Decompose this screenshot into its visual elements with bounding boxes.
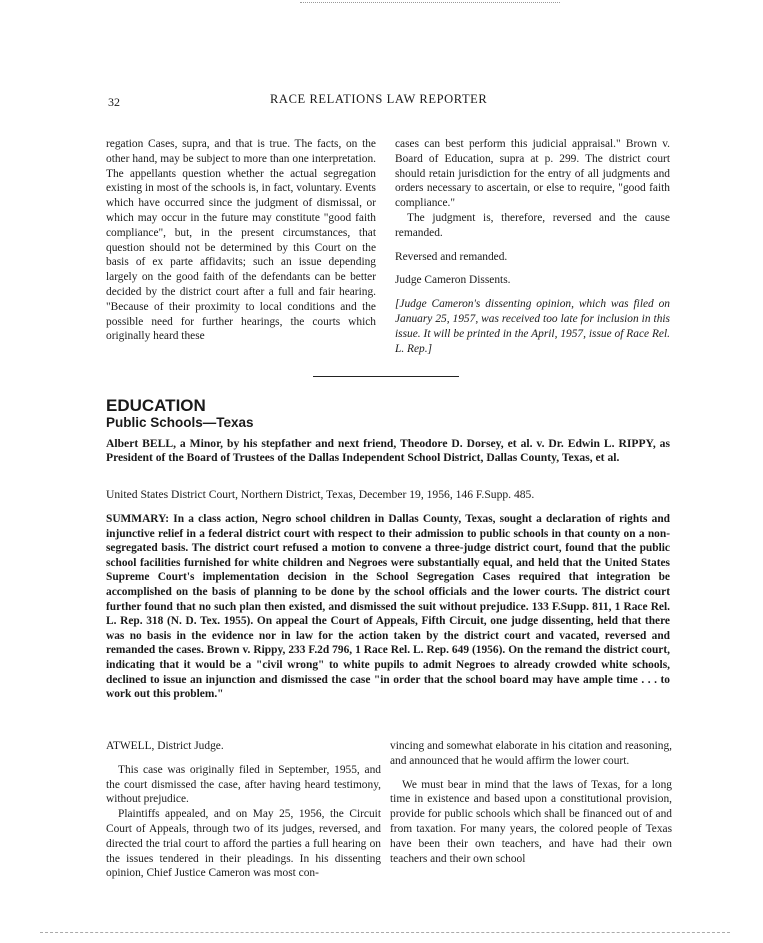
scan-artifact-bottom <box>40 932 730 934</box>
summary-text: In a class action, Negro school children in Dallas County, Texas, sought a declaration of rights and injunctive relief in a federal district court with respect to their admission to public schools in that county on a non-segregated basis. The district court refused a motion to convene a three-judge district court, found that the public school facilities furnished for white children and Negroes were substantially equal, and held that the United States Supreme Court's implementation decision in the School Segregation Cases required that integration be accomplished on the basis of planning to be done by the school officials and the lower courts. The district court further found that no such plan then existed, and dismissed the suit without prejudice. 133 F.Supp. 811, 1 Race Rel. L. Rep. 318 (N. D. Tex. 1955). On appeal the Court of Appeals, Fifth Circuit, one judge dissenting, held that there was no basis in the evidence nor in law for the action taken by the district court and vacated, reversed and remanded the cases. Brown v. Rippy, 233 F.2d 796, 1 Race Rel. L. Rep. 649 (1956). On the remand the district court, indicating that it would be a "civil wrong" to white pupils to admit Negroes to already crowded white schools, declined to issue an injunction and dismissed the case "in order that the school board may have ample time . . . to work out this problem." <box>106 513 670 701</box>
editor-note: [Judge Cameron's dissenting opinion, which was filed on January 25, 1957, was received too late for inclusion in this issue. It will be printed in the April, 1957, issue of Race Rel. L. Rep.] <box>395 298 670 355</box>
court-citation: United States District Court, Northern District, Texas, December 19, 1956, 146 F.Supp. 485. <box>106 488 535 501</box>
paragraph: Plaintiffs appealed, and on May 25, 1956, the Circuit Court of Appeals, through two of its judges, reversed, and directed the trial court to afford the parties a full hearing on the issues tendered in their pleadings. In his dissenting opinion, Chief Justice Cameron was most con- <box>106 808 381 880</box>
paragraph: cases can best perform this judicial appraisal." Brown v. Board of Education, supra at p. 299. The district court should retain jurisdiction for the entry of all judgments and orders necessary to ascertain, or else to require, "good faith compliance." <box>395 138 670 210</box>
section-heading: EDUCATION <box>106 396 206 415</box>
section-subheading: Public Schools—Texas <box>106 415 254 430</box>
paragraph: This case was originally filed in September, 1955, and the court dismissed the case, after having heard testimony, without prejudice. <box>106 763 381 806</box>
top-right-column <box>395 137 670 356</box>
running-title: RACE RELATIONS LAW REPORTER <box>270 92 488 106</box>
judge-name: ATWELL, District Judge. <box>106 740 224 752</box>
bottom-right-column <box>390 739 672 866</box>
paragraph: regation Cases, supra, and that is true. The facts, on the other hand, may be subject to more than one interpretation. The appellants question whether the actual segregation existing in most of the schools is, in fact, voluntary. Events which have occurred since the judgment of dismissal, or which may occur in the future may constitute "good faith compliance", but, in the present circumstances, that question should not be determined by this Court on the basis of ex parte affidavits; such an issue depending largely on the good faith of the defendants can be better decided by the district court after a full and fair hearing. "Because of their proximity to local conditions and the possible need for further hearings, the courts which originally heard these <box>106 138 376 343</box>
paragraph: Reversed and remanded. <box>395 250 508 263</box>
paragraph: Judge Cameron Dissents. <box>395 274 511 287</box>
section-divider <box>313 376 459 377</box>
page-number: 32 <box>108 95 120 109</box>
paragraph: The judgment is, therefore, reversed and the cause remanded. <box>395 211 670 239</box>
bottom-left-column <box>106 739 381 881</box>
paragraph: vincing and somewhat elaborate in his citation and reasoning, and announced that he would affirm the lower court. <box>390 740 672 767</box>
case-summary <box>106 512 670 702</box>
case-caption: Albert BELL, a Minor, by his stepfather and next friend, Theodore D. Dorsey, et al. v. Dr. Edwin L. RIPPY, as President of the Board of Trustees of the Dallas Independent School District, Dallas County, Texas, et al. <box>106 437 670 465</box>
top-left-column <box>106 137 376 344</box>
summary-label: SUMMARY: <box>106 513 170 525</box>
paragraph: We must bear in mind that the laws of Texas, for a long time in existence and based upon a constitutional provision, provide for public schools which shall be financed out of and from taxation. For many years, the colored people of Texas have been their own teachers, and have had their own teachers and their own school <box>390 778 672 865</box>
scan-artifact-top <box>300 2 560 4</box>
